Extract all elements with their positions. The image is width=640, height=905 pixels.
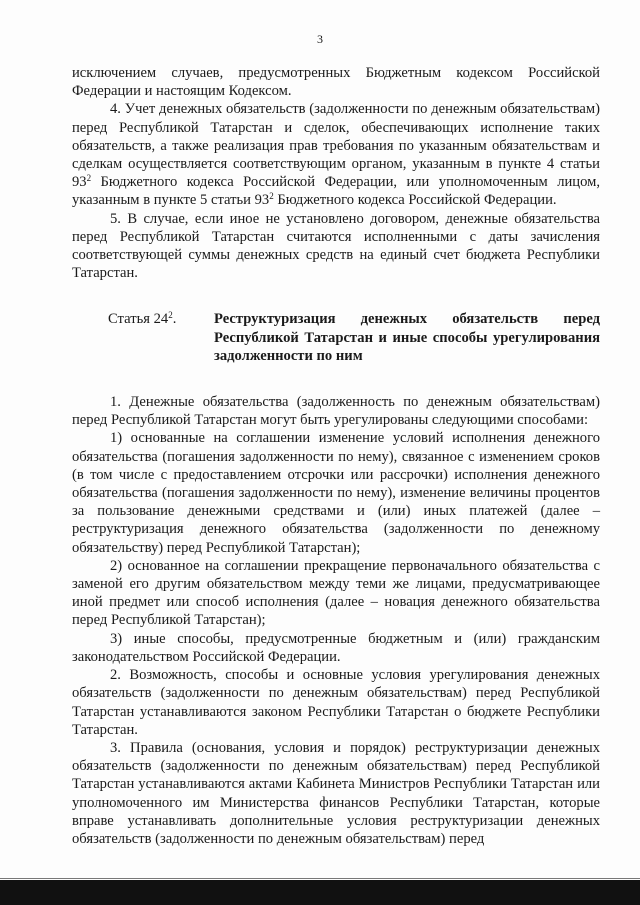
paragraph-subitem-2: 2) основанное на соглашении прекращение первоначального обязательства с заменой его другим обязательством между теми же лицами, предусматривающее иной предмет или способ исполнения (далее – новация денежного обязательства перед Республикой Татарстан); <box>72 557 600 629</box>
article-number-superscript: 2 <box>168 310 173 321</box>
paragraph-subitem-3: 3) иные способы, предусмотренные бюджетным и (или) гражданским законодательством Российской Федерации. <box>72 630 600 665</box>
paragraph-continuation: исключением случаев, предусмотренных Бюджетным кодексом Российской Федерации и настоящим Кодексом. <box>72 65 600 100</box>
paragraph-article-3: 3. Правила (основания, условия и порядок) реструктуризации денежных обязательств (задолженности по денежным обязательствам) перед Республикой Татарстан устанавливаются актами Кабинета Министров Республики Татарстан или уполномоченного им Министерства финансов Республики Татарстан, которые вправе устанавливать дополнительные условия реструктуризации денежных обязательств (задолженности по денежным обязательствам) перед <box>72 739 600 847</box>
article-heading <box>72 310 600 365</box>
paragraph-item-5: 5. В случае, если иное не установлено договором, денежные обязательства перед Республикой Татарстан считаются исполненными с даты зачисления соответствующей суммы денежных средств на единый счет бюджета Республики Татарстан. <box>72 210 600 282</box>
paragraph-article-1: 1. Денежные обязательства (задолженность по денежным обязательствам) перед Республикой Татарстан могут быть урегулированы следующими способами: <box>72 394 600 429</box>
paragraph-item-4-text-3: Бюджетного кодекса Российской Федерации. <box>273 192 557 209</box>
paragraph-item-4 <box>72 100 600 209</box>
superscript: 2 <box>86 173 92 184</box>
scan-edge-line <box>0 878 640 879</box>
scan-bottom-border <box>0 880 640 905</box>
article-number-text: Статья 24 <box>108 311 169 328</box>
article-number <box>72 310 214 365</box>
paragraph-subitem-1: 1) основанные на соглашении изменение условий исполнения денежного обязательства (погашения задолженности по нему), связанное с изменением сроков (в том числе с предоставлением отсрочки или рассрочки) исполнения денежного обязательства (погашения задолженности по нему), изменение величины процентов за пользование денежными средствами и (или) иных платежей (далее – реструктуризация денежного обязательства (задолженности по денежному обязательству) перед Республикой Татарстан); <box>72 430 600 556</box>
article-title: Реструктуризация денежных обязательств перед Республикой Татарстан и иные способы урегулирования задолженности по ним <box>214 311 600 364</box>
paragraph-item-4-text-2: Бюджетного кодекса Российской Федерации, или уполномоченным лицом, указанным в пункте 5 статьи 93 <box>72 174 600 209</box>
document-body <box>72 64 600 848</box>
paragraph-article-2: 2. Возможность, способы и основные условия урегулирования денежных обязательств (задолженности по денежным обязательствам) перед Республикой Татарстан устанавливаются законом Республики Татарстан о бюджете Республики Татарстан. <box>72 667 600 738</box>
superscript: 2 <box>269 191 274 202</box>
article-number-dot: . <box>172 311 177 328</box>
page-number: 3 <box>317 32 323 46</box>
paragraph-item-4-text-1: 4. Учет денежных обязательств (задолженности по денежным обязательствам) перед Республикой Татарстан и сделок, обеспечивающих исполнение таких обязательств, а также реализация прав требования по указанным обязательствам и сделкам осуществляется соответствующим органом, указанным в пункте 4 статьи 93 <box>72 101 600 191</box>
